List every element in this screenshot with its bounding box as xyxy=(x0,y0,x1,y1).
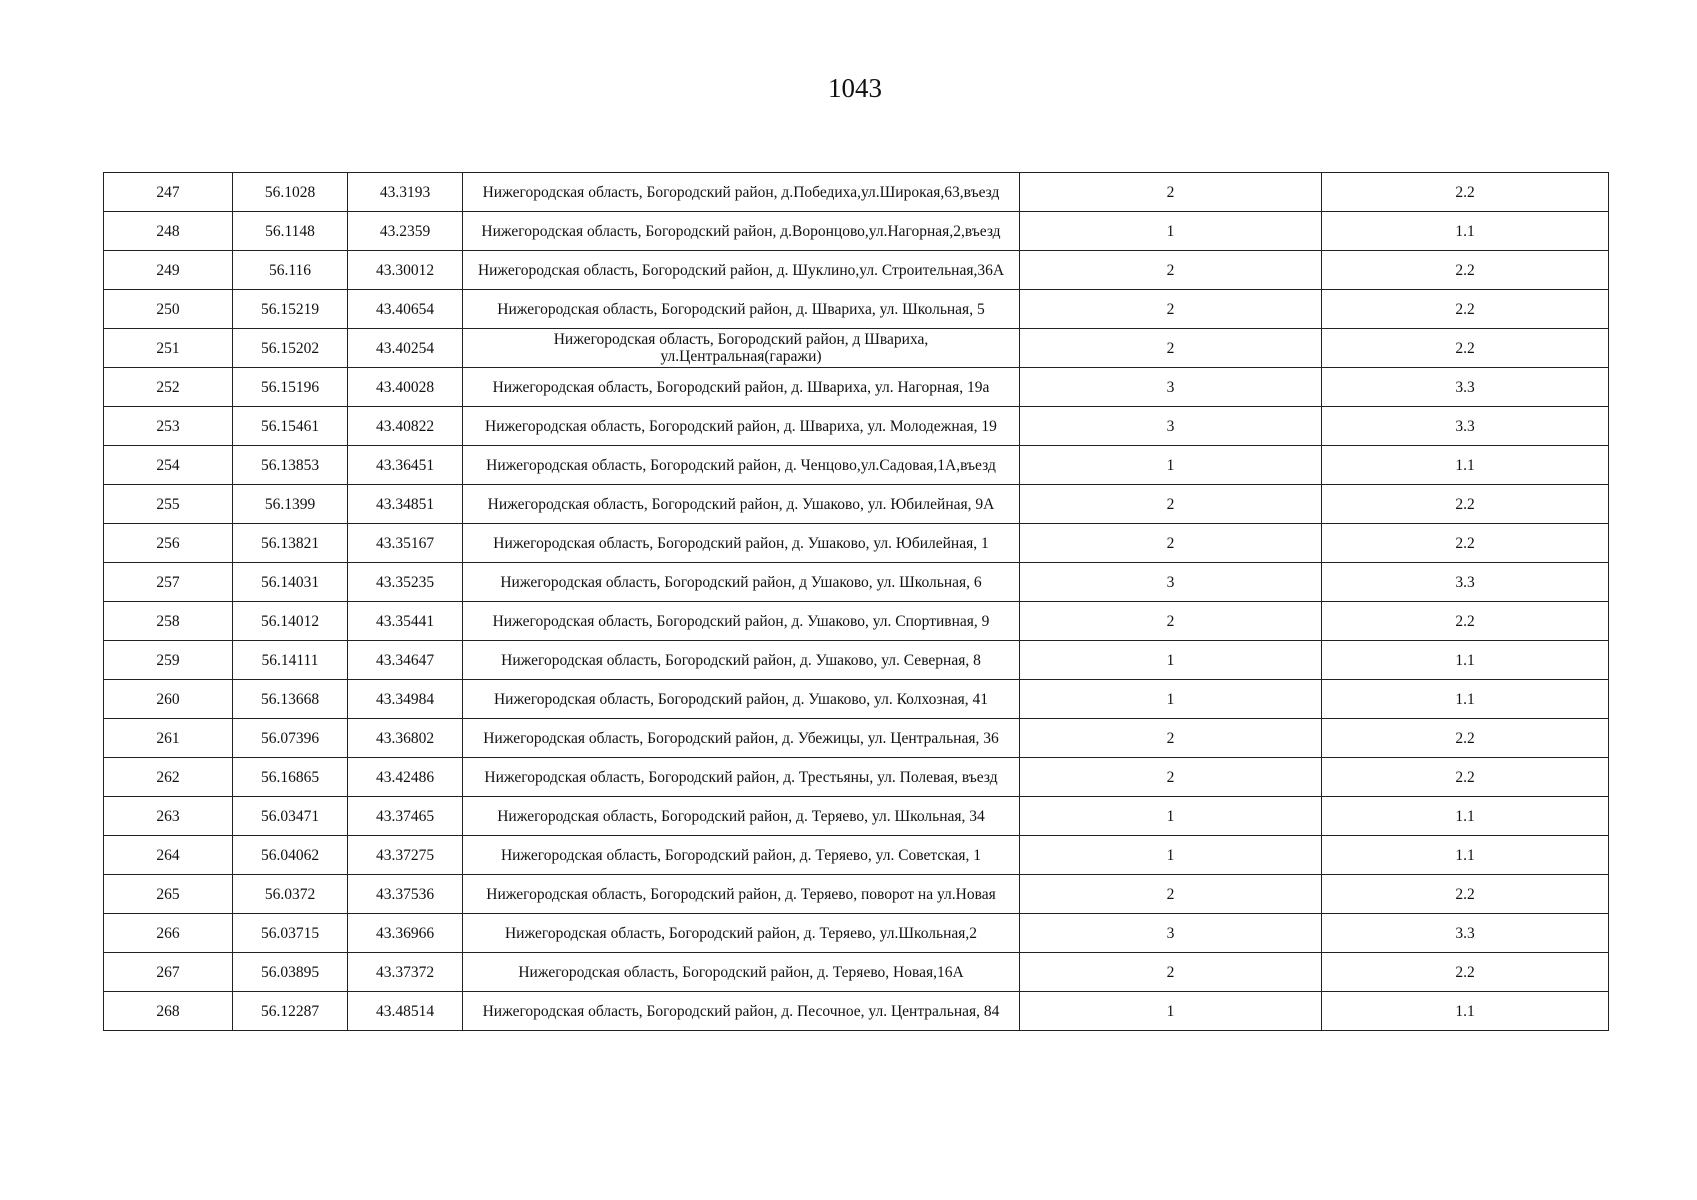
volume-cell: 2.2 xyxy=(1322,758,1609,797)
address-cell: Нижегородская область, Богородский район, д Швариха, ул.Центральная(гаражи) xyxy=(463,329,1020,368)
latitude-cell: 56.13853 xyxy=(233,446,348,485)
container-count-cell: 1 xyxy=(1020,680,1322,719)
row-number-cell: 249 xyxy=(104,251,233,290)
address-cell: Нижегородская область, Богородский район, д. Швариха, ул. Нагорная, 19а xyxy=(463,368,1020,407)
page-number: 1043 xyxy=(828,73,882,103)
row-number-cell: 265 xyxy=(104,875,233,914)
container-count-cell: 2 xyxy=(1020,875,1322,914)
latitude-cell: 56.15219 xyxy=(233,290,348,329)
row-number-cell: 255 xyxy=(104,485,233,524)
row-number-cell: 260 xyxy=(104,680,233,719)
longitude-cell: 43.30012 xyxy=(348,251,463,290)
container-count-cell: 2 xyxy=(1020,290,1322,329)
row-number-cell: 250 xyxy=(104,290,233,329)
container-count-cell: 2 xyxy=(1020,524,1322,563)
volume-cell: 2.2 xyxy=(1322,251,1609,290)
latitude-cell: 56.13668 xyxy=(233,680,348,719)
volume-cell: 1.1 xyxy=(1322,212,1609,251)
volume-cell: 3.3 xyxy=(1322,368,1609,407)
longitude-cell: 43.48514 xyxy=(348,992,463,1031)
volume-cell: 1.1 xyxy=(1322,836,1609,875)
table-row xyxy=(104,797,1609,836)
container-count-cell: 1 xyxy=(1020,212,1322,251)
table-row xyxy=(104,212,1609,251)
volume-cell: 2.2 xyxy=(1322,875,1609,914)
latitude-cell: 56.13821 xyxy=(233,524,348,563)
row-number-cell: 251 xyxy=(104,329,233,368)
longitude-cell: 43.34984 xyxy=(348,680,463,719)
table-row xyxy=(104,251,1609,290)
longitude-cell: 43.37536 xyxy=(348,875,463,914)
volume-cell: 3.3 xyxy=(1322,407,1609,446)
address-cell: Нижегородская область, Богородский район, д. Ушаково, ул. Северная, 8 xyxy=(463,641,1020,680)
table-row xyxy=(104,914,1609,953)
longitude-cell: 43.36966 xyxy=(348,914,463,953)
longitude-cell: 43.42486 xyxy=(348,758,463,797)
latitude-cell: 56.1028 xyxy=(233,173,348,212)
longitude-cell: 43.40654 xyxy=(348,290,463,329)
container-count-cell: 2 xyxy=(1020,485,1322,524)
latitude-cell: 56.15202 xyxy=(233,329,348,368)
table-row xyxy=(104,875,1609,914)
address-cell: Нижегородская область, Богородский район, д. Теряево, Новая,16А xyxy=(463,953,1020,992)
row-number-cell: 258 xyxy=(104,602,233,641)
address-cell: Нижегородская область, Богородский район, д. Песочное, ул. Центральная, 84 xyxy=(463,992,1020,1031)
address-cell: Нижегородская область, Богородский район, д. Теряево, ул. Советская, 1 xyxy=(463,836,1020,875)
volume-cell: 2.2 xyxy=(1322,953,1609,992)
table-row xyxy=(104,368,1609,407)
address-cell: Нижегородская область, Богородский район, д. Ченцово,ул.Садовая,1А,въезд xyxy=(463,446,1020,485)
row-number-cell: 257 xyxy=(104,563,233,602)
longitude-cell: 43.37275 xyxy=(348,836,463,875)
container-count-cell: 2 xyxy=(1020,953,1322,992)
volume-cell: 1.1 xyxy=(1322,797,1609,836)
address-cell: Нижегородская область, Богородский район, д. Ушаково, ул. Спортивная, 9 xyxy=(463,602,1020,641)
container-count-cell: 2 xyxy=(1020,251,1322,290)
container-count-cell: 1 xyxy=(1020,641,1322,680)
row-number-cell: 252 xyxy=(104,368,233,407)
latitude-cell: 56.14012 xyxy=(233,602,348,641)
table-row xyxy=(104,641,1609,680)
latitude-cell: 56.14031 xyxy=(233,563,348,602)
longitude-cell: 43.34647 xyxy=(348,641,463,680)
longitude-cell: 43.37465 xyxy=(348,797,463,836)
container-count-cell: 2 xyxy=(1020,719,1322,758)
latitude-cell: 56.14111 xyxy=(233,641,348,680)
row-number-cell: 259 xyxy=(104,641,233,680)
address-cell: Нижегородская область, Богородский район, д Ушаково, ул. Школьная, 6 xyxy=(463,563,1020,602)
data-table xyxy=(103,172,1609,1031)
address-cell: Нижегородская область, Богородский район, д. Трестьяны, ул. Полевая, въезд xyxy=(463,758,1020,797)
volume-cell: 2.2 xyxy=(1322,329,1609,368)
table-row xyxy=(104,563,1609,602)
volume-cell: 1.1 xyxy=(1322,680,1609,719)
volume-cell: 2.2 xyxy=(1322,290,1609,329)
address-cell: Нижегородская область, Богородский район, д. Ушаково, ул. Юбилейная, 9А xyxy=(463,485,1020,524)
longitude-cell: 43.36451 xyxy=(348,446,463,485)
latitude-cell: 56.1399 xyxy=(233,485,348,524)
container-count-cell: 3 xyxy=(1020,368,1322,407)
volume-cell: 2.2 xyxy=(1322,524,1609,563)
longitude-cell: 43.35167 xyxy=(348,524,463,563)
address-cell: Нижегородская область, Богородский район, д. Теряево, ул. Школьная, 34 xyxy=(463,797,1020,836)
row-number-cell: 262 xyxy=(104,758,233,797)
latitude-cell: 56.1148 xyxy=(233,212,348,251)
address-cell: Нижегородская область, Богородский район, д. Шуклино,ул. Строительная,36А xyxy=(463,251,1020,290)
container-count-cell: 2 xyxy=(1020,329,1322,368)
row-number-cell: 256 xyxy=(104,524,233,563)
table-row xyxy=(104,992,1609,1031)
address-cell: Нижегородская область, Богородский район, д.Воронцово,ул.Нагорная,2,въезд xyxy=(463,212,1020,251)
row-number-cell: 254 xyxy=(104,446,233,485)
latitude-cell: 56.07396 xyxy=(233,719,348,758)
row-number-cell: 266 xyxy=(104,914,233,953)
table-row xyxy=(104,836,1609,875)
longitude-cell: 43.3193 xyxy=(348,173,463,212)
address-cell: Нижегородская область, Богородский район, д. Ушаково, ул. Юбилейная, 1 xyxy=(463,524,1020,563)
container-count-cell: 2 xyxy=(1020,173,1322,212)
row-number-cell: 263 xyxy=(104,797,233,836)
table-row xyxy=(104,524,1609,563)
address-cell: Нижегородская область, Богородский район, д. Швариха, ул. Молодежная, 19 xyxy=(463,407,1020,446)
volume-cell: 1.1 xyxy=(1322,641,1609,680)
volume-cell: 1.1 xyxy=(1322,992,1609,1031)
volume-cell: 1.1 xyxy=(1322,446,1609,485)
volume-cell: 2.2 xyxy=(1322,173,1609,212)
table-row xyxy=(104,758,1609,797)
address-cell: Нижегородская область, Богородский район, д. Швариха, ул. Школьная, 5 xyxy=(463,290,1020,329)
address-cell: Нижегородская область, Богородский район, д. Ушаково, ул. Колхозная, 41 xyxy=(463,680,1020,719)
latitude-cell: 56.15196 xyxy=(233,368,348,407)
table-row xyxy=(104,290,1609,329)
longitude-cell: 43.36802 xyxy=(348,719,463,758)
table-row xyxy=(104,953,1609,992)
address-cell: Нижегородская область, Богородский район, д.Победиха,ул.Широкая,63,въезд xyxy=(463,173,1020,212)
row-number-cell: 261 xyxy=(104,719,233,758)
volume-cell: 2.2 xyxy=(1322,485,1609,524)
address-cell: Нижегородская область, Богородский район, д. Теряево, поворот на ул.Новая xyxy=(463,875,1020,914)
longitude-cell: 43.2359 xyxy=(348,212,463,251)
address-cell: Нижегородская область, Богородский район, д. Убежицы, ул. Центральная, 36 xyxy=(463,719,1020,758)
table-row xyxy=(104,446,1609,485)
row-number-cell: 247 xyxy=(104,173,233,212)
latitude-cell: 56.116 xyxy=(233,251,348,290)
table-row xyxy=(104,407,1609,446)
table-row xyxy=(104,602,1609,641)
container-count-cell: 1 xyxy=(1020,992,1322,1031)
longitude-cell: 43.35441 xyxy=(348,602,463,641)
table-row xyxy=(104,329,1609,368)
latitude-cell: 56.03895 xyxy=(233,953,348,992)
row-number-cell: 268 xyxy=(104,992,233,1031)
latitude-cell: 56.15461 xyxy=(233,407,348,446)
longitude-cell: 43.35235 xyxy=(348,563,463,602)
container-count-cell: 1 xyxy=(1020,797,1322,836)
volume-cell: 2.2 xyxy=(1322,719,1609,758)
latitude-cell: 56.04062 xyxy=(233,836,348,875)
longitude-cell: 43.40028 xyxy=(348,368,463,407)
volume-cell: 2.2 xyxy=(1322,602,1609,641)
table-row xyxy=(104,719,1609,758)
longitude-cell: 43.34851 xyxy=(348,485,463,524)
table-row xyxy=(104,173,1609,212)
latitude-cell: 56.03471 xyxy=(233,797,348,836)
longitude-cell: 43.37372 xyxy=(348,953,463,992)
table-body xyxy=(104,173,1609,1031)
latitude-cell: 56.12287 xyxy=(233,992,348,1031)
table-row xyxy=(104,680,1609,719)
row-number-cell: 267 xyxy=(104,953,233,992)
container-count-cell: 2 xyxy=(1020,758,1322,797)
container-count-cell: 1 xyxy=(1020,836,1322,875)
container-count-cell: 2 xyxy=(1020,602,1322,641)
volume-cell: 3.3 xyxy=(1322,563,1609,602)
volume-cell: 3.3 xyxy=(1322,914,1609,953)
latitude-cell: 56.16865 xyxy=(233,758,348,797)
row-number-cell: 248 xyxy=(104,212,233,251)
container-count-cell: 1 xyxy=(1020,446,1322,485)
row-number-cell: 253 xyxy=(104,407,233,446)
latitude-cell: 56.0372 xyxy=(233,875,348,914)
row-number-cell: 264 xyxy=(104,836,233,875)
table-row xyxy=(104,485,1609,524)
container-count-cell: 3 xyxy=(1020,563,1322,602)
longitude-cell: 43.40254 xyxy=(348,329,463,368)
latitude-cell: 56.03715 xyxy=(233,914,348,953)
longitude-cell: 43.40822 xyxy=(348,407,463,446)
container-count-cell: 3 xyxy=(1020,914,1322,953)
container-count-cell: 3 xyxy=(1020,407,1322,446)
address-cell: Нижегородская область, Богородский район, д. Теряево, ул.Школьная,2 xyxy=(463,914,1020,953)
